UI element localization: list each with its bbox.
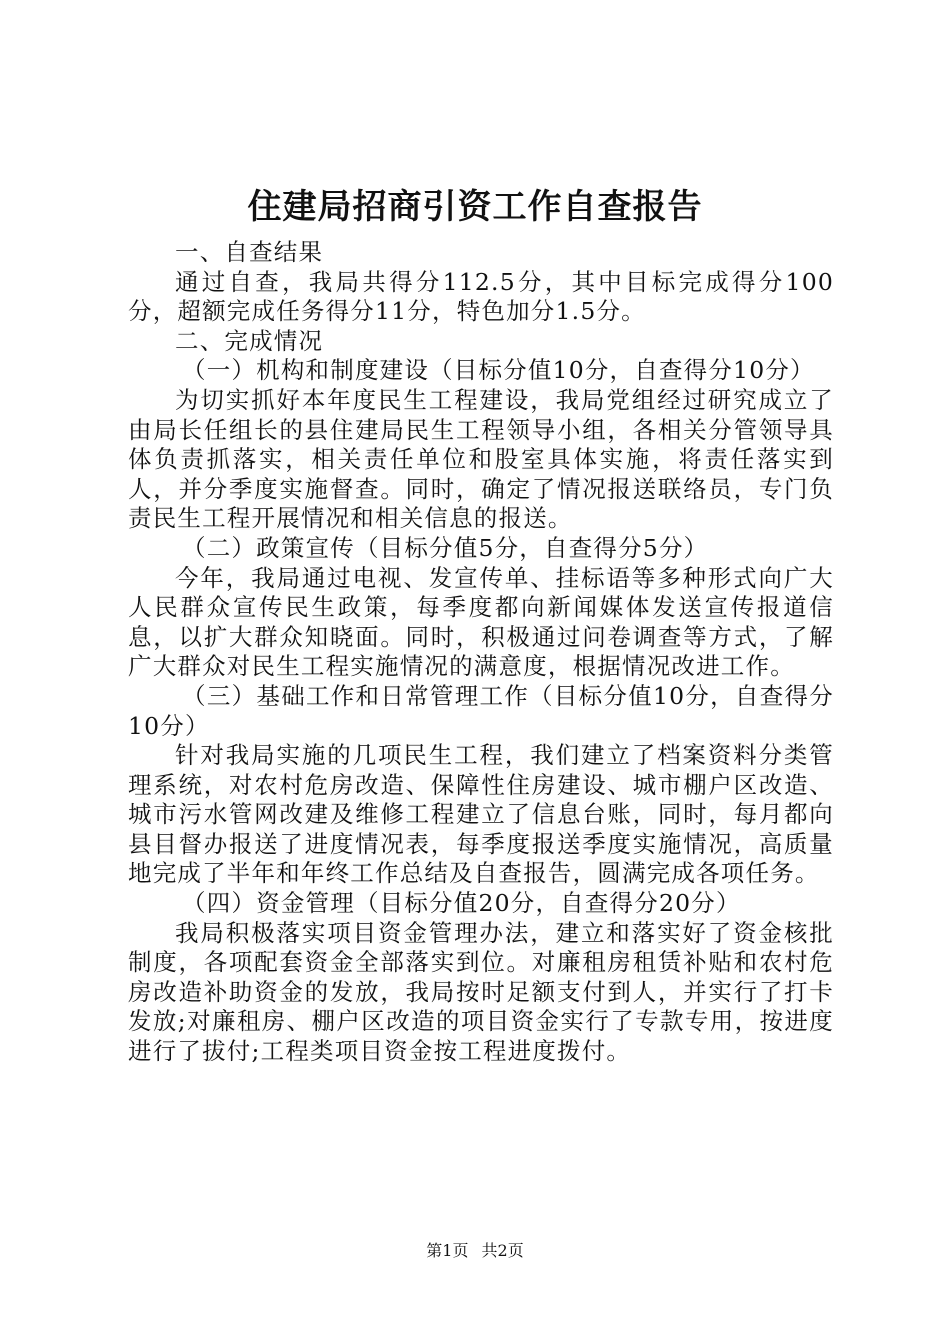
subheading-fund-management: （四）资金管理（目标分值20分，自查得分20分） (182, 889, 741, 918)
subheading-basic-work: （三）基础工作和日常管理工作（目标分值10分，自查得分10分） (128, 681, 834, 740)
document-title: 住建局招商引资工作自查报告 (247, 187, 703, 227)
section-heading-completion: 二、完成情况 (175, 326, 324, 355)
page-total: 共2页 (481, 1241, 524, 1260)
document-body (128, 238, 834, 1067)
subheading-policy-promotion: （二）政策宣传（目标分值5分，自查得分5分） (182, 533, 709, 562)
paragraph-policy-promotion: 今年，我局通过电视、发宣传单、挂标语等多种形式向广大人民群众宣传民生政策，每季度都向新闻媒体发送宣传报道信息，以扩大群众知晓面。同时，积极通过问卷调查等方式，了解广大群众对民生工程实施情况的满意度，根据情况改进工作。 (128, 563, 834, 681)
section-heading-self-check-result: 一、自查结果 (175, 238, 324, 266)
paragraph-self-check-score: 通过自查，我局共得分112.5分，其中目标完成得分100分，超额完成任务得分11分，特色加分1.5分。 (128, 267, 834, 326)
paragraph-basic-work: 针对我局实施的几项民生工程，我们建立了档案资料分类管理系统，对农村危房改造、保障性住房建设、城市棚户区改造、城市污水管网改建及维修工程建立了信息台账，同时，每月都向县目督办报送了进度情况表，每季度报送季度实施情况，高质量地完成了半年和年终工作总结及自查报告，圆满完成各项任务。 (128, 741, 834, 888)
page-number: 第1页 (426, 1241, 469, 1260)
paragraph-fund-management: 我局积极落实项目资金管理办法，建立和落实好了资金核批制度，各项配套资金全部落实到位。对廉租房租赁补贴和农村危房改造补助资金的发放，我局按时足额支付到人，并实行了打卡发放;对廉租房、棚户区改造的项目资金实行了专款专用，按进度进行了拔付;工程类项目资金按工程进度拨付。 (128, 918, 834, 1066)
paragraph-organization: 为切实抓好本年度民生工程建设，我局党组经过研究成立了由局长任组长的县住建局民生工程领导小组，各相关分管领导具体负责抓落实，相关责任单位和股室具体实施，将责任落实到人，并分季度实施督查。同时，确定了情况报送联络员，专门负责民生工程开展情况和相关信息的报送。 (128, 385, 834, 533)
subheading-organization: （一）机构和制度建设（目标分值10分，自查得分10分） (182, 356, 815, 385)
page-footer (0, 1240, 950, 1262)
